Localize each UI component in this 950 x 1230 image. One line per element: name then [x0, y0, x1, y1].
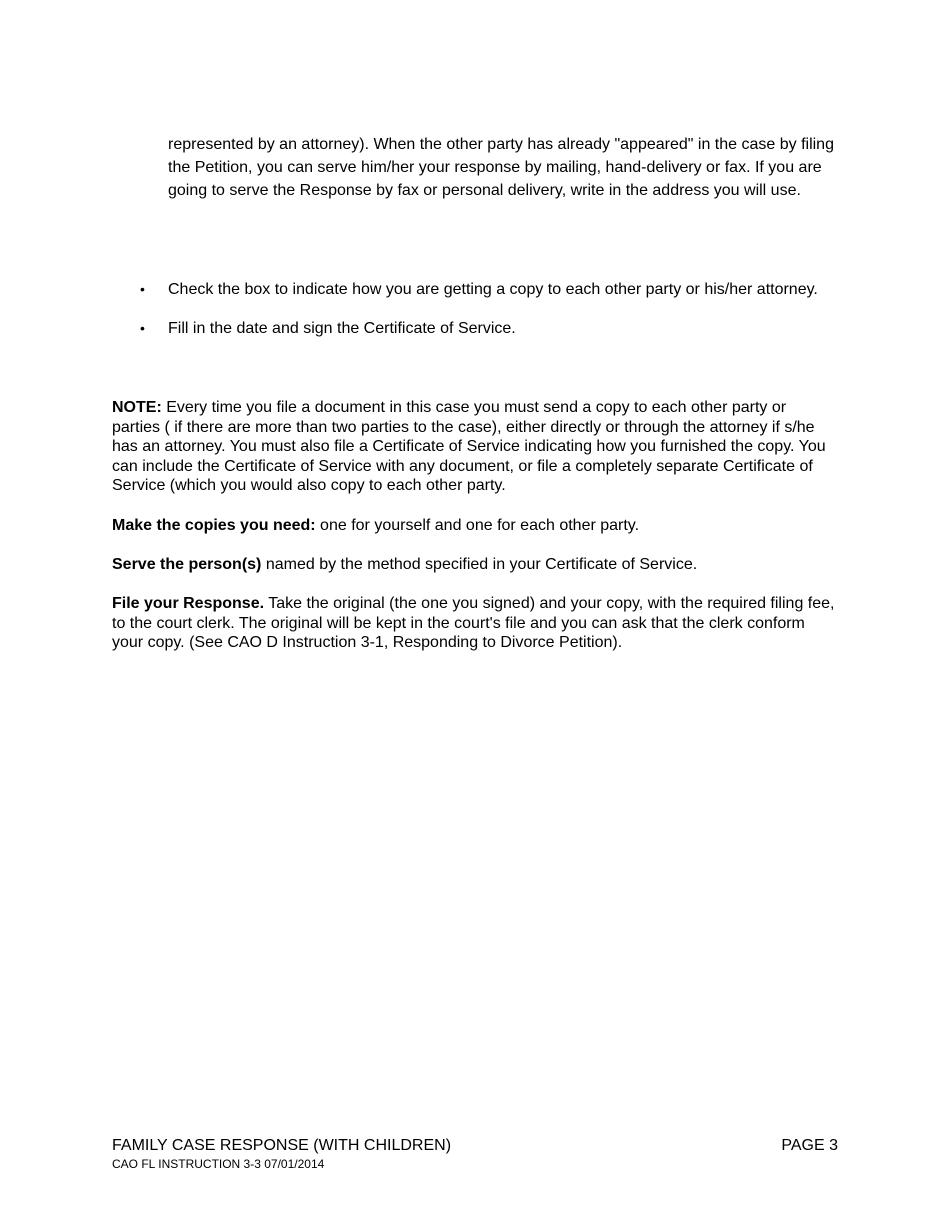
serve-text: named by the method specified in your Certificate of Service. — [261, 556, 698, 573]
footer-subtitle: CAO FL INSTRUCTION 3-3 07/01/2014 — [112, 1157, 325, 1171]
file-response-text: Take the original (the one you signed) and your copy, with the required filing fee, to the court clerk. The original will be kept in the court's file and you can ask that the clerk conform your copy. (See CAO D Instruction 3-1, Responding to Divorce Petition). — [112, 595, 835, 652]
bullet-text-check-box: Check the box to indicate how you are getting a copy to each other party or his/her attorney. — [168, 281, 818, 298]
make-copies-paragraph — [112, 516, 838, 536]
serve-label: Serve the person(s) — [112, 556, 262, 573]
note-paragraph — [112, 398, 838, 496]
footer-title: FAMILY CASE RESPONSE (WITH CHILDREN) — [112, 1137, 452, 1154]
list-item — [112, 317, 838, 340]
file-response-label: File your Response. — [112, 595, 265, 612]
make-copies-label: Make the copies you need: — [112, 517, 316, 534]
note-label: NOTE: — [112, 399, 162, 416]
serve-paragraph — [112, 555, 838, 575]
intro-paragraph: represented by an attorney). When the other party has already "appeared" in the case by filing the Petition, you can serve him/her your response by mailing, hand-delivery or fax. If you are going to serve the Response by fax or personal delivery, write in the address you will use. — [168, 136, 834, 199]
file-response-paragraph — [112, 594, 838, 653]
instruction-bullet-list — [112, 278, 838, 340]
bullet-text-fill-date: Fill in the date and sign the Certificate of Service. — [168, 320, 516, 337]
bullet-icon: • — [140, 281, 145, 297]
list-item — [112, 278, 838, 301]
bullet-icon: • — [140, 320, 145, 336]
note-text: Every time you file a document in this case you must send a copy to each other party or parties ( if there are more than two parties to the case), either directly or through the attorney if s/he has an attorney. You must also file a Certificate of Service indicating how you furnished the copy. You can include the Certificate of Service with any document, or file a completely separate Certificate of Service (which you would also copy to each other party. — [112, 399, 826, 495]
footer-page-number: PAGE 3 — [781, 1137, 838, 1154]
make-copies-text: one for yourself and one for each other party. — [315, 517, 640, 534]
